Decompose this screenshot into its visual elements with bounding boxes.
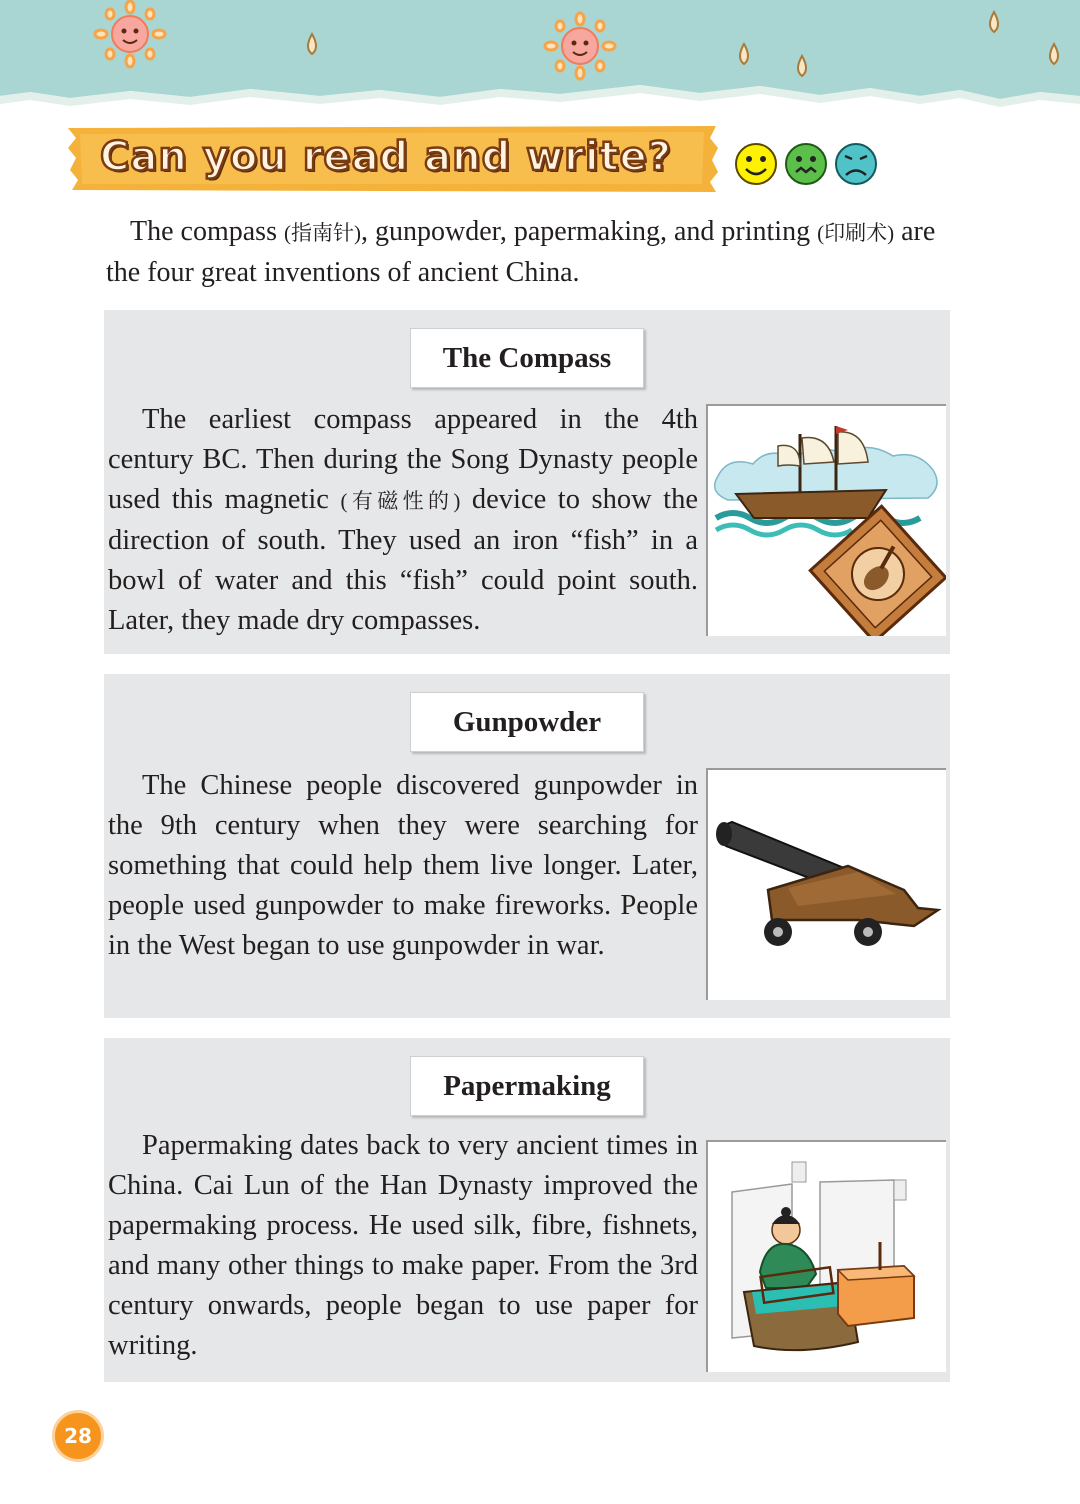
- papermaker-illustration: [706, 1140, 946, 1372]
- card-title: The Compass: [410, 328, 644, 388]
- gunpowder-card: [104, 674, 950, 1018]
- self-assessment-faces: [732, 140, 882, 188]
- worried-face-icon: [786, 144, 826, 184]
- papermaking-card: [104, 1038, 950, 1382]
- cannon-illustration: [706, 768, 946, 1000]
- sad-face-icon: [836, 144, 876, 184]
- sun-icon: [545, 13, 615, 79]
- card-text: The Chinese people discovered gunpowder in the 9th century when they were searching for something that could help them live longer. Later, people used gunpowder to make fireworks. People in the West began to use gunpowder in war.: [108, 770, 698, 961]
- card-title: Papermaking: [410, 1056, 644, 1116]
- page-number: 28: [52, 1410, 104, 1462]
- card-text: Papermaking dates back to very ancient times in China. Cai Lun of the Han Dynasty improved the papermaking process. He used silk, fibre, fishnets, and many other things to make paper. From the 3rd century onwards, people began to use paper for writing.: [108, 1130, 698, 1361]
- ship-and-compass-illustration: [706, 404, 946, 636]
- sun-icon: [95, 1, 165, 67]
- card-text: The earliest compass appeared in the 4th century BC. Then during the Song Dynasty people used this magnetic (有磁性的) device to show the direction of south. They used an iron “fish” in a bowl of water and this “fish” could point south. Later, they made dry compasses.: [108, 404, 698, 636]
- happy-face-icon: [736, 144, 776, 184]
- section-heading: Can you read and write?: [100, 134, 672, 180]
- intro-paragraph: The compass (指南针), gunpowder, papermaking, and printing (印刷术) are the four great inventions of ancient China.: [106, 216, 936, 288]
- top-decoration: [0, 0, 1080, 120]
- compass-card: [104, 310, 950, 654]
- card-title: Gunpowder: [410, 692, 644, 752]
